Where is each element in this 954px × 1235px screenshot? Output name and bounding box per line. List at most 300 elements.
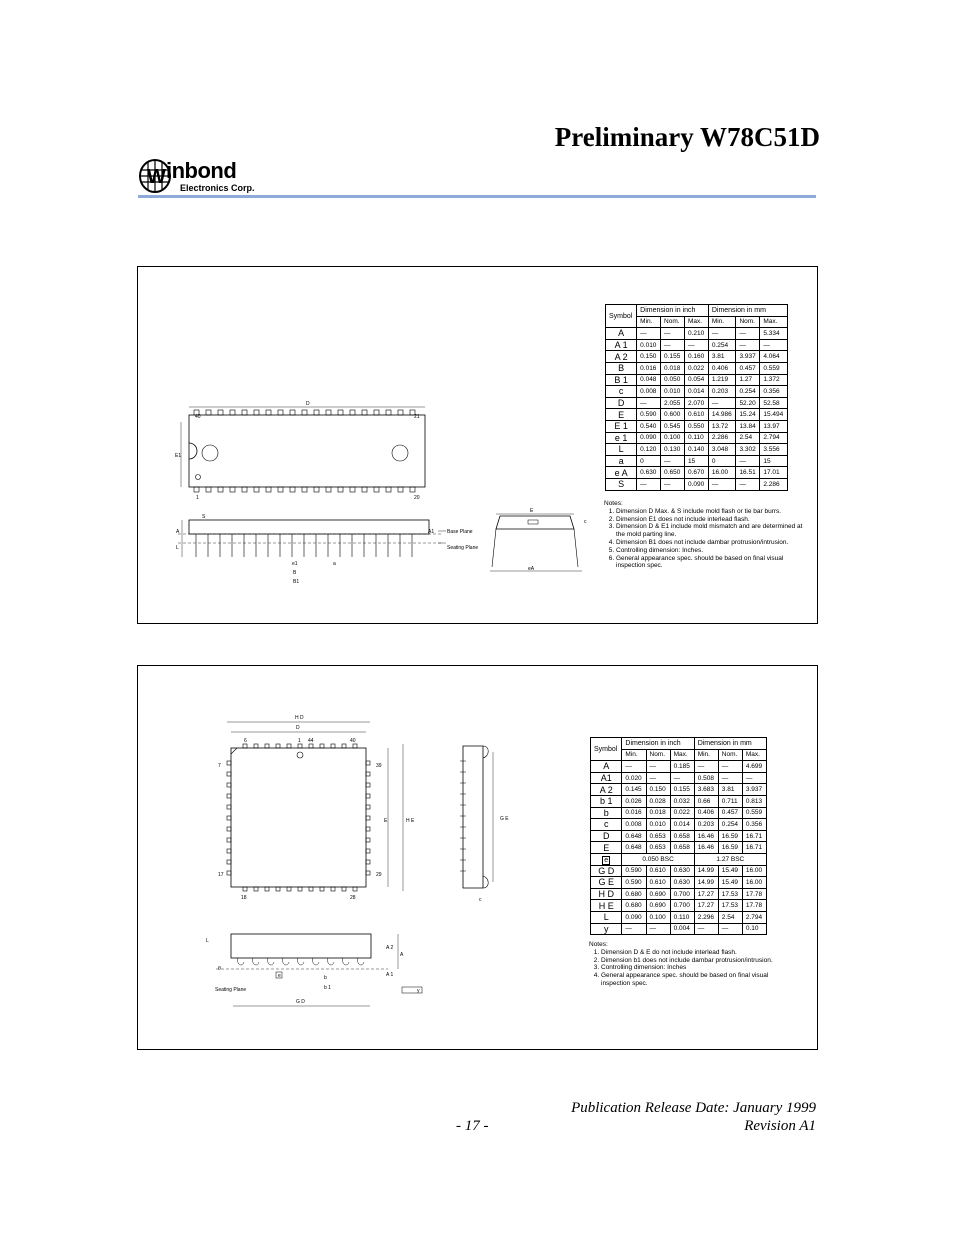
value-cell: 1.372 bbox=[760, 374, 788, 386]
value-cell: 0.160 bbox=[684, 351, 708, 363]
value-cell: 0.653 bbox=[646, 842, 670, 854]
value-cell: 0.008 bbox=[637, 386, 661, 398]
value-cell: 0.457 bbox=[736, 362, 760, 374]
label-eA: eA bbox=[528, 566, 535, 572]
label-b: b bbox=[324, 975, 327, 981]
value-cell: 0 bbox=[708, 455, 736, 467]
value-cell: 2.070 bbox=[684, 397, 708, 409]
note-item: 1. Dimension D & E do not include interlead flash. bbox=[601, 949, 789, 957]
col-inch: Dimension in inch bbox=[637, 305, 709, 317]
note-item: 2. Dimension E1 does not include interlead flash. bbox=[616, 516, 804, 524]
value-cell: 0 bbox=[637, 455, 661, 467]
plcc44-table-row bbox=[591, 819, 767, 831]
symbol-cell: A1 bbox=[591, 772, 622, 784]
plcc44-table-row bbox=[591, 923, 767, 935]
value-cell: 17.27 bbox=[694, 900, 718, 912]
value-cell: 0.545 bbox=[661, 420, 685, 432]
value-cell: 17.53 bbox=[718, 888, 742, 900]
value-cell: — bbox=[718, 772, 742, 784]
symbol-cell: A 1 bbox=[606, 339, 637, 351]
dip40-table-row bbox=[606, 386, 788, 398]
value-cell: 0.010 bbox=[646, 819, 670, 831]
label-c: c bbox=[479, 897, 482, 903]
dip-bottom-pins bbox=[194, 487, 415, 492]
note-item: 4. General appearance spec. should be based on final visual inspection spec. bbox=[601, 972, 789, 988]
col-mm: Dimension in mm bbox=[694, 738, 766, 750]
value-cell: 0.590 bbox=[637, 409, 661, 421]
symbol-cell: G E bbox=[591, 877, 622, 889]
logo-subtitle: Electronics Corp. bbox=[180, 183, 255, 193]
value-cell: 2.296 bbox=[694, 911, 718, 923]
value-cell: 0.185 bbox=[670, 761, 694, 773]
pin-18-label: 18 bbox=[241, 895, 247, 901]
base-plane-label: Base Plane bbox=[447, 529, 473, 535]
value-cell: 0.653 bbox=[646, 830, 670, 842]
note-item: 4. Dimension B1 does not include dambar protrusion/intrusion. bbox=[616, 539, 804, 547]
value-cell: 16.00 bbox=[742, 877, 766, 889]
value-cell: 0.100 bbox=[661, 432, 685, 444]
seating-plane-label: Seating Plane bbox=[447, 545, 479, 551]
value-cell: — bbox=[622, 923, 646, 935]
pin1-dot-icon bbox=[297, 752, 303, 758]
value-cell: 0.610 bbox=[646, 865, 670, 877]
pin-20-label: 20 bbox=[414, 495, 420, 501]
label-D: D bbox=[296, 725, 300, 731]
value-cell: 0.140 bbox=[684, 444, 708, 456]
label-c: c bbox=[584, 519, 587, 525]
value-cell: 0.026 bbox=[622, 795, 646, 807]
value-cell: — bbox=[637, 328, 661, 340]
value-cell: 3.048 bbox=[708, 444, 736, 456]
sub-max-mm: Max. bbox=[742, 749, 766, 761]
plcc-top-pins bbox=[243, 744, 357, 748]
ejector-mark-left-icon bbox=[202, 445, 218, 461]
plcc44-dimension-table bbox=[590, 737, 767, 935]
pin-1-label: 1 bbox=[196, 495, 199, 501]
plcc44-table-row bbox=[591, 784, 767, 796]
label-e1: e1 bbox=[292, 561, 298, 567]
svg-text:W: W bbox=[147, 166, 166, 188]
value-cell: 15 bbox=[760, 455, 788, 467]
value-cell: 15.494 bbox=[760, 409, 788, 421]
label-L: L bbox=[176, 545, 179, 551]
dip40-dimension-table bbox=[605, 304, 788, 491]
value-cell: 2.286 bbox=[708, 432, 736, 444]
symbol-cell: S bbox=[606, 478, 637, 490]
value-cell: 0.711 bbox=[718, 795, 742, 807]
value-cell: 3.81 bbox=[708, 351, 736, 363]
value-cell: 13.72 bbox=[708, 420, 736, 432]
value-cell: 0.648 bbox=[622, 830, 646, 842]
symbol-cell: E bbox=[606, 409, 637, 421]
value-cell: 16.59 bbox=[718, 842, 742, 854]
value-cell: 0.145 bbox=[622, 784, 646, 796]
value-cell: 3.937 bbox=[736, 351, 760, 363]
value-cell: 16.00 bbox=[708, 467, 736, 479]
value-cell: 0.120 bbox=[637, 444, 661, 456]
col-mm: Dimension in mm bbox=[708, 305, 787, 317]
value-cell: — bbox=[646, 761, 670, 773]
symbol-cell: H E bbox=[591, 900, 622, 912]
label-L: L bbox=[206, 938, 209, 944]
value-cell: 2.54 bbox=[736, 432, 760, 444]
value-cell: 0.648 bbox=[622, 842, 646, 854]
value-cell: 2.794 bbox=[760, 432, 788, 444]
value-cell: 15.49 bbox=[718, 865, 742, 877]
value-cell: 16.46 bbox=[694, 842, 718, 854]
value-cell: 0.508 bbox=[694, 772, 718, 784]
value-cell: — bbox=[646, 923, 670, 935]
plcc44-drawing bbox=[138, 666, 588, 1049]
symbol-cell: a bbox=[606, 455, 637, 467]
plcc44-table-row bbox=[591, 911, 767, 923]
value-cell: 4.699 bbox=[742, 761, 766, 773]
notes-title: Notes: bbox=[604, 500, 623, 507]
symbol-cell: B bbox=[606, 362, 637, 374]
symbol-cell bbox=[591, 853, 622, 865]
value-cell: 0.690 bbox=[646, 900, 670, 912]
note-item: 6. General appearance spec. should be based on final visual inspection spec. bbox=[616, 555, 804, 571]
dip40-table-row bbox=[606, 362, 788, 374]
note-item: 3. Controlling dimension: Inches bbox=[601, 964, 789, 972]
value-cell: 14.986 bbox=[708, 409, 736, 421]
value-cell: 0.100 bbox=[646, 911, 670, 923]
value-cell: — bbox=[637, 397, 661, 409]
value-cell: 2.286 bbox=[760, 478, 788, 490]
symbol-cell: e A bbox=[606, 467, 637, 479]
sub-nom-inch: Nom. bbox=[661, 316, 685, 328]
value-cell: 0.010 bbox=[661, 386, 685, 398]
value-cell: 0.559 bbox=[742, 807, 766, 819]
logo-wordmark: inbond bbox=[166, 158, 237, 183]
label-E1: E1 bbox=[175, 453, 182, 459]
value-cell: 0.018 bbox=[661, 362, 685, 374]
value-cell: 0.658 bbox=[670, 830, 694, 842]
value-cell: 3.302 bbox=[736, 444, 760, 456]
value-cell: — bbox=[661, 455, 685, 467]
value-cell: 0.590 bbox=[622, 865, 646, 877]
sub-min-inch: Min. bbox=[637, 316, 661, 328]
value-cell: 0.550 bbox=[684, 420, 708, 432]
value-cell: 0.559 bbox=[760, 362, 788, 374]
plcc44-table-row bbox=[591, 830, 767, 842]
pin-40-label: 40 bbox=[195, 414, 201, 420]
seating-plane-label: Seating Plane bbox=[215, 987, 247, 993]
value-cell: 0.457 bbox=[718, 807, 742, 819]
value-cell: 0.254 bbox=[718, 819, 742, 831]
document-title: Preliminary W78C51D bbox=[554, 122, 820, 152]
value-cell: 0.610 bbox=[684, 409, 708, 421]
value-cell: 16.71 bbox=[742, 830, 766, 842]
value-cell: 0.650 bbox=[661, 467, 685, 479]
value-cell: 0.813 bbox=[742, 795, 766, 807]
dip-end-view bbox=[496, 516, 574, 529]
value-cell: — bbox=[718, 761, 742, 773]
value-cell: 0.008 bbox=[622, 819, 646, 831]
value-cell: 0.110 bbox=[684, 432, 708, 444]
sub-min-inch: Min. bbox=[622, 749, 646, 761]
value-cell: — bbox=[742, 772, 766, 784]
value-cell: 0.090 bbox=[637, 432, 661, 444]
value-cell: 14.99 bbox=[694, 877, 718, 889]
value-cell: 17.01 bbox=[760, 467, 788, 479]
plcc44-table-row bbox=[591, 900, 767, 912]
pin-44-label: 44 bbox=[308, 738, 314, 744]
winbond-logo bbox=[138, 156, 268, 196]
symbol-cell: D bbox=[606, 397, 637, 409]
value-cell: 1.27 bbox=[736, 374, 760, 386]
label-HD: H D bbox=[295, 715, 304, 721]
value-cell: — bbox=[694, 923, 718, 935]
value-cell: 0.630 bbox=[670, 877, 694, 889]
dip40-table-row bbox=[606, 455, 788, 467]
dip-side-leads bbox=[196, 534, 412, 557]
plcc44-table-row bbox=[591, 795, 767, 807]
symbol-cell: L bbox=[591, 911, 622, 923]
value-cell: 0.018 bbox=[646, 807, 670, 819]
plcc44-table-row bbox=[591, 772, 767, 784]
symbol-cell: A bbox=[606, 328, 637, 340]
value-cell: 0.014 bbox=[670, 819, 694, 831]
pin1-dot-icon bbox=[196, 475, 201, 480]
dip40-table-row bbox=[606, 420, 788, 432]
value-cell: — bbox=[708, 478, 736, 490]
value-cell: 0.540 bbox=[637, 420, 661, 432]
label-HE: H E bbox=[406, 818, 415, 824]
value-cell: 4.064 bbox=[760, 351, 788, 363]
sub-nom-mm: Nom. bbox=[736, 316, 760, 328]
dip40-table-row bbox=[606, 328, 788, 340]
pin-39-label: 39 bbox=[376, 763, 382, 769]
value-cell: 0.680 bbox=[622, 888, 646, 900]
plcc44-table-row bbox=[591, 888, 767, 900]
value-cell: — bbox=[684, 339, 708, 351]
label-A1: A 1 bbox=[386, 972, 394, 978]
value-cell: 3.937 bbox=[742, 784, 766, 796]
value-cell: 0.700 bbox=[670, 888, 694, 900]
value-cell: — bbox=[708, 397, 736, 409]
value-cell: 16.51 bbox=[736, 467, 760, 479]
page-number: - 17 - bbox=[456, 1118, 489, 1134]
dip40-table-row bbox=[606, 339, 788, 351]
plcc44-table-row-e bbox=[591, 853, 767, 865]
value-cell: 17.78 bbox=[742, 888, 766, 900]
symbol-cell: D bbox=[591, 830, 622, 842]
label-e: e bbox=[278, 973, 281, 979]
label-D: D bbox=[306, 401, 310, 407]
label-a: a bbox=[333, 561, 336, 567]
value-cell: 0.090 bbox=[684, 478, 708, 490]
sub-max-inch: Max. bbox=[684, 316, 708, 328]
value-cell: 0.016 bbox=[622, 807, 646, 819]
value-cell: 0.10 bbox=[742, 923, 766, 935]
notes-title: Notes: bbox=[589, 941, 608, 948]
dip40-table-row bbox=[606, 374, 788, 386]
value-cell: 0.66 bbox=[694, 795, 718, 807]
value-cell: — bbox=[736, 455, 760, 467]
label-B: B bbox=[293, 570, 297, 576]
value-cell: 0.680 bbox=[622, 900, 646, 912]
symbol-cell: H D bbox=[591, 888, 622, 900]
symbol-cell: c bbox=[591, 819, 622, 831]
pin-17-label: 17 bbox=[218, 872, 224, 878]
value-cell: 52.20 bbox=[736, 397, 760, 409]
value-cell: 52.58 bbox=[760, 397, 788, 409]
label-GE: G E bbox=[500, 816, 509, 822]
value-cell: — bbox=[694, 761, 718, 773]
label-b1: b 1 bbox=[324, 985, 331, 991]
value-cell: 0.004 bbox=[670, 923, 694, 935]
value-cell: 0.254 bbox=[708, 339, 736, 351]
value-cell: 0.020 bbox=[622, 772, 646, 784]
dip40-notes bbox=[604, 500, 804, 570]
plcc-bottom-leads bbox=[238, 958, 364, 965]
note-item: 1. Dimension D Max. & S include mold flash or tie bar burrs. bbox=[616, 508, 804, 516]
value-cell: 0.210 bbox=[684, 328, 708, 340]
value-cell: 0.022 bbox=[670, 807, 694, 819]
pin-40-label: 40 bbox=[350, 738, 356, 744]
value-cell: 0.700 bbox=[670, 900, 694, 912]
dip40-table-row bbox=[606, 397, 788, 409]
publication-date: Publication Release Date: January 1999 bbox=[571, 1100, 816, 1116]
pin-29-label: 29 bbox=[376, 872, 382, 878]
dip40-table-row bbox=[606, 467, 788, 479]
sub-max-mm: Max. bbox=[760, 316, 788, 328]
plcc-right-pins bbox=[366, 761, 370, 875]
symbol-cell: y bbox=[591, 923, 622, 935]
value-cell: 0.590 bbox=[622, 877, 646, 889]
value-cell: — bbox=[708, 328, 736, 340]
value-cell: 0.203 bbox=[708, 386, 736, 398]
symbol-cell: b bbox=[591, 807, 622, 819]
value-cell: 0.254 bbox=[736, 386, 760, 398]
value-cell: — bbox=[736, 478, 760, 490]
col-symbol: Symbol bbox=[606, 305, 637, 328]
pin-28-label: 28 bbox=[350, 895, 356, 901]
sub-nom-inch: Nom. bbox=[646, 749, 670, 761]
sub-max-inch: Max. bbox=[670, 749, 694, 761]
value-cell: 0.090 bbox=[622, 911, 646, 923]
package-plcc44-panel bbox=[137, 665, 818, 1050]
value-cell: 3.683 bbox=[694, 784, 718, 796]
dip40-table-row bbox=[606, 409, 788, 421]
value-cell: 0.155 bbox=[670, 784, 694, 796]
dip40-table-row bbox=[606, 478, 788, 490]
plcc-bottom-pins bbox=[243, 887, 357, 891]
plcc44-table-row bbox=[591, 865, 767, 877]
symbol-cell: b 1 bbox=[591, 795, 622, 807]
plcc44-table-row bbox=[591, 807, 767, 819]
value-cell: 15.24 bbox=[736, 409, 760, 421]
value-cell: 0.048 bbox=[637, 374, 661, 386]
value-cell: 5.334 bbox=[760, 328, 788, 340]
label-A: A bbox=[176, 529, 180, 535]
plcc-bottom-side-view bbox=[231, 934, 371, 958]
label-A2: A 2 bbox=[386, 945, 394, 951]
plcc-side-view bbox=[463, 746, 483, 888]
value-cell: 2.54 bbox=[718, 911, 742, 923]
value-cell: 0.150 bbox=[637, 351, 661, 363]
value-cell: 15.49 bbox=[718, 877, 742, 889]
label-S: S bbox=[202, 514, 206, 520]
value-cell: 0.690 bbox=[646, 888, 670, 900]
e-mm-cell: 1.27 BSC bbox=[694, 853, 766, 865]
value-cell: 0.028 bbox=[646, 795, 670, 807]
label-B1: B1 bbox=[293, 579, 300, 585]
pin-1-label: 1 bbox=[298, 738, 301, 744]
value-cell: — bbox=[661, 328, 685, 340]
label-theta: θ bbox=[218, 966, 221, 972]
label-GD: G D bbox=[296, 999, 305, 1005]
value-cell: 0.016 bbox=[637, 362, 661, 374]
plcc44-table-row bbox=[591, 761, 767, 773]
value-cell: — bbox=[718, 923, 742, 935]
symbol-cell: G D bbox=[591, 865, 622, 877]
value-cell: 0.155 bbox=[661, 351, 685, 363]
value-cell: 0.203 bbox=[694, 819, 718, 831]
label-E: E bbox=[384, 818, 388, 824]
value-cell: 0.010 bbox=[637, 339, 661, 351]
value-cell: 14.99 bbox=[694, 865, 718, 877]
plcc44-notes bbox=[589, 941, 789, 988]
symbol-cell: A 2 bbox=[606, 351, 637, 363]
header-rule bbox=[138, 195, 816, 198]
dip40-table-row bbox=[606, 432, 788, 444]
value-cell: 13.97 bbox=[760, 420, 788, 432]
value-cell: — bbox=[646, 772, 670, 784]
pin-6-label: 6 bbox=[244, 738, 247, 744]
value-cell: — bbox=[736, 339, 760, 351]
package-dip40-panel bbox=[137, 266, 818, 624]
value-cell: — bbox=[760, 339, 788, 351]
boxed-e-symbol: e bbox=[604, 857, 609, 865]
symbol-cell: A 2 bbox=[591, 784, 622, 796]
value-cell: — bbox=[736, 328, 760, 340]
value-cell: 17.27 bbox=[694, 888, 718, 900]
value-cell: 0.356 bbox=[742, 819, 766, 831]
value-cell: 0.630 bbox=[637, 467, 661, 479]
label-y: y bbox=[417, 988, 420, 994]
value-cell: 0.022 bbox=[684, 362, 708, 374]
value-cell: 0.658 bbox=[670, 842, 694, 854]
value-cell: 0.014 bbox=[684, 386, 708, 398]
pin-21-label: 21 bbox=[414, 414, 420, 420]
label-E: E bbox=[530, 508, 534, 514]
pin1-notch-icon bbox=[189, 443, 197, 459]
symbol-cell: E 1 bbox=[606, 420, 637, 432]
plcc-left-pins bbox=[227, 761, 231, 875]
value-cell: 0.600 bbox=[661, 409, 685, 421]
value-cell: 17.78 bbox=[742, 900, 766, 912]
ejector-mark-right-icon bbox=[392, 445, 408, 461]
note-item: 2. Dimension b1 does not include dambar protrusion/intrusion. bbox=[601, 957, 789, 965]
dip-top-view bbox=[189, 415, 425, 487]
value-cell: — bbox=[637, 478, 661, 490]
value-cell: 0.670 bbox=[684, 467, 708, 479]
dip40-table-row bbox=[606, 351, 788, 363]
dip-top-pins bbox=[194, 410, 415, 415]
dip40-drawing bbox=[138, 267, 608, 623]
symbol-cell: L bbox=[606, 444, 637, 456]
value-cell: 16.71 bbox=[742, 842, 766, 854]
value-cell: 0.356 bbox=[760, 386, 788, 398]
value-cell: 0.050 bbox=[661, 374, 685, 386]
value-cell: 15 bbox=[684, 455, 708, 467]
value-cell: 16.00 bbox=[742, 865, 766, 877]
col-symbol: Symbol bbox=[591, 738, 622, 761]
value-cell: 16.46 bbox=[694, 830, 718, 842]
plcc44-table-row bbox=[591, 877, 767, 889]
